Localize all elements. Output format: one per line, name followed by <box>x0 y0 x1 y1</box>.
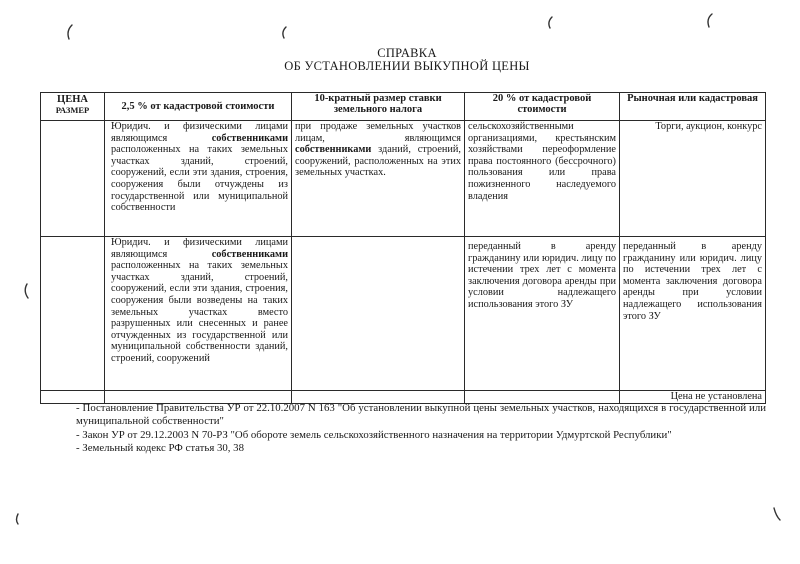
cell-text-bold: собственниками <box>211 132 288 144</box>
price-label: ЦЕНА <box>57 94 88 105</box>
table-cell-empty <box>41 121 105 237</box>
document-subtitle: ОБ УСТАНОВЛЕНИИ ВЫКУПНОЙ ЦЕНЫ <box>284 59 530 73</box>
punch-mark <box>25 284 28 298</box>
table-cell: Цена не установлена <box>620 391 766 404</box>
legal-references <box>76 402 766 456</box>
table-cell-empty <box>292 237 465 391</box>
reference-item: - Земельный кодекс РФ статья 30, 38 <box>76 442 244 455</box>
punch-mark <box>708 14 712 27</box>
table-cell: Торги, аукцион, конкурс <box>620 121 766 237</box>
table-cell <box>292 121 465 237</box>
table-cell: переданный в аренду гражданину или юридич. лицу по истечении трех лет с момента заключения договора аренды при условии надлежащего использования этого ЗУ <box>620 237 766 391</box>
cell-text: Юридич. и физическими лицами являющимся <box>111 237 288 260</box>
reference-item: - Закон УР от 29.12.2003 N 70-РЗ "Об обороте земель сельскохозяйственного назначения на территории Удмуртской Республики" <box>76 428 672 441</box>
cell-text: Юридич. и физическими лицами являющимся <box>111 121 288 144</box>
table-row <box>41 237 766 391</box>
table-cell-empty <box>41 237 105 391</box>
size-label: РАЗМЕР <box>55 105 90 115</box>
punch-mark <box>283 27 286 38</box>
cell-text-bold: собственниками <box>211 248 288 260</box>
header-col-market: Рыночная или кадастровая <box>620 93 766 121</box>
cell-text: при продаже земельных участков лицам, являющимся <box>295 121 461 144</box>
table-header-row <box>41 93 766 121</box>
table-cell <box>105 237 292 391</box>
table-cell <box>105 121 292 237</box>
price-table <box>40 92 766 404</box>
reference-item: - Постановление Правительства УР от 22.10.2007 N 163 "Об установлении выкупной цены земельных участков, находящихся в государственной или муниципальной собственности" <box>76 402 766 428</box>
header-col-20-percent: 20 % от кадастровой стоимости <box>465 93 620 121</box>
cell-text: расположенных на таких земельных участках зданий, строений, сооружений, если эти здания, строения, сооружения были возведены на таких земельных участках вместо разрушенных или снесенных и ранее отчужденных из государственной или муниципальной собственности зданий, строений, сооружений <box>111 260 288 364</box>
table-cell: сельскохозяйственными организациями, крестьянским хозяйствами переоформление права постоянного (бессрочного) пользования или права пожизненного наследуемого владения <box>465 121 620 237</box>
table-row <box>41 121 766 237</box>
table-cell: переданный в аренду гражданину или юридич. лицу по истечении трех лет с момента заключения договора аренды при условии надлежащего использования этого ЗУ <box>465 237 620 391</box>
cell-text: расположенных на таких земельных участках зданий, строений, сооружений, если эти здания, строения, сооружения были отчуждены из государственной или муниципальной собственности <box>111 144 288 214</box>
document-title: СПРАВКА <box>377 46 437 60</box>
punch-mark <box>774 508 780 520</box>
header-col-10x-tax: 10-кратный размер ставки земельного налога <box>292 93 465 121</box>
cell-text-bold: собственниками <box>295 144 372 156</box>
punch-mark <box>17 514 19 524</box>
punch-mark <box>68 25 72 39</box>
cell-text: зданий, строений, сооружений, расположенных на этих земельных участках. <box>295 144 461 179</box>
price-size-header <box>41 93 105 121</box>
punch-mark <box>549 17 552 28</box>
header-col-2-5-percent: 2,5 % от кадастровой стоимости <box>105 93 292 121</box>
